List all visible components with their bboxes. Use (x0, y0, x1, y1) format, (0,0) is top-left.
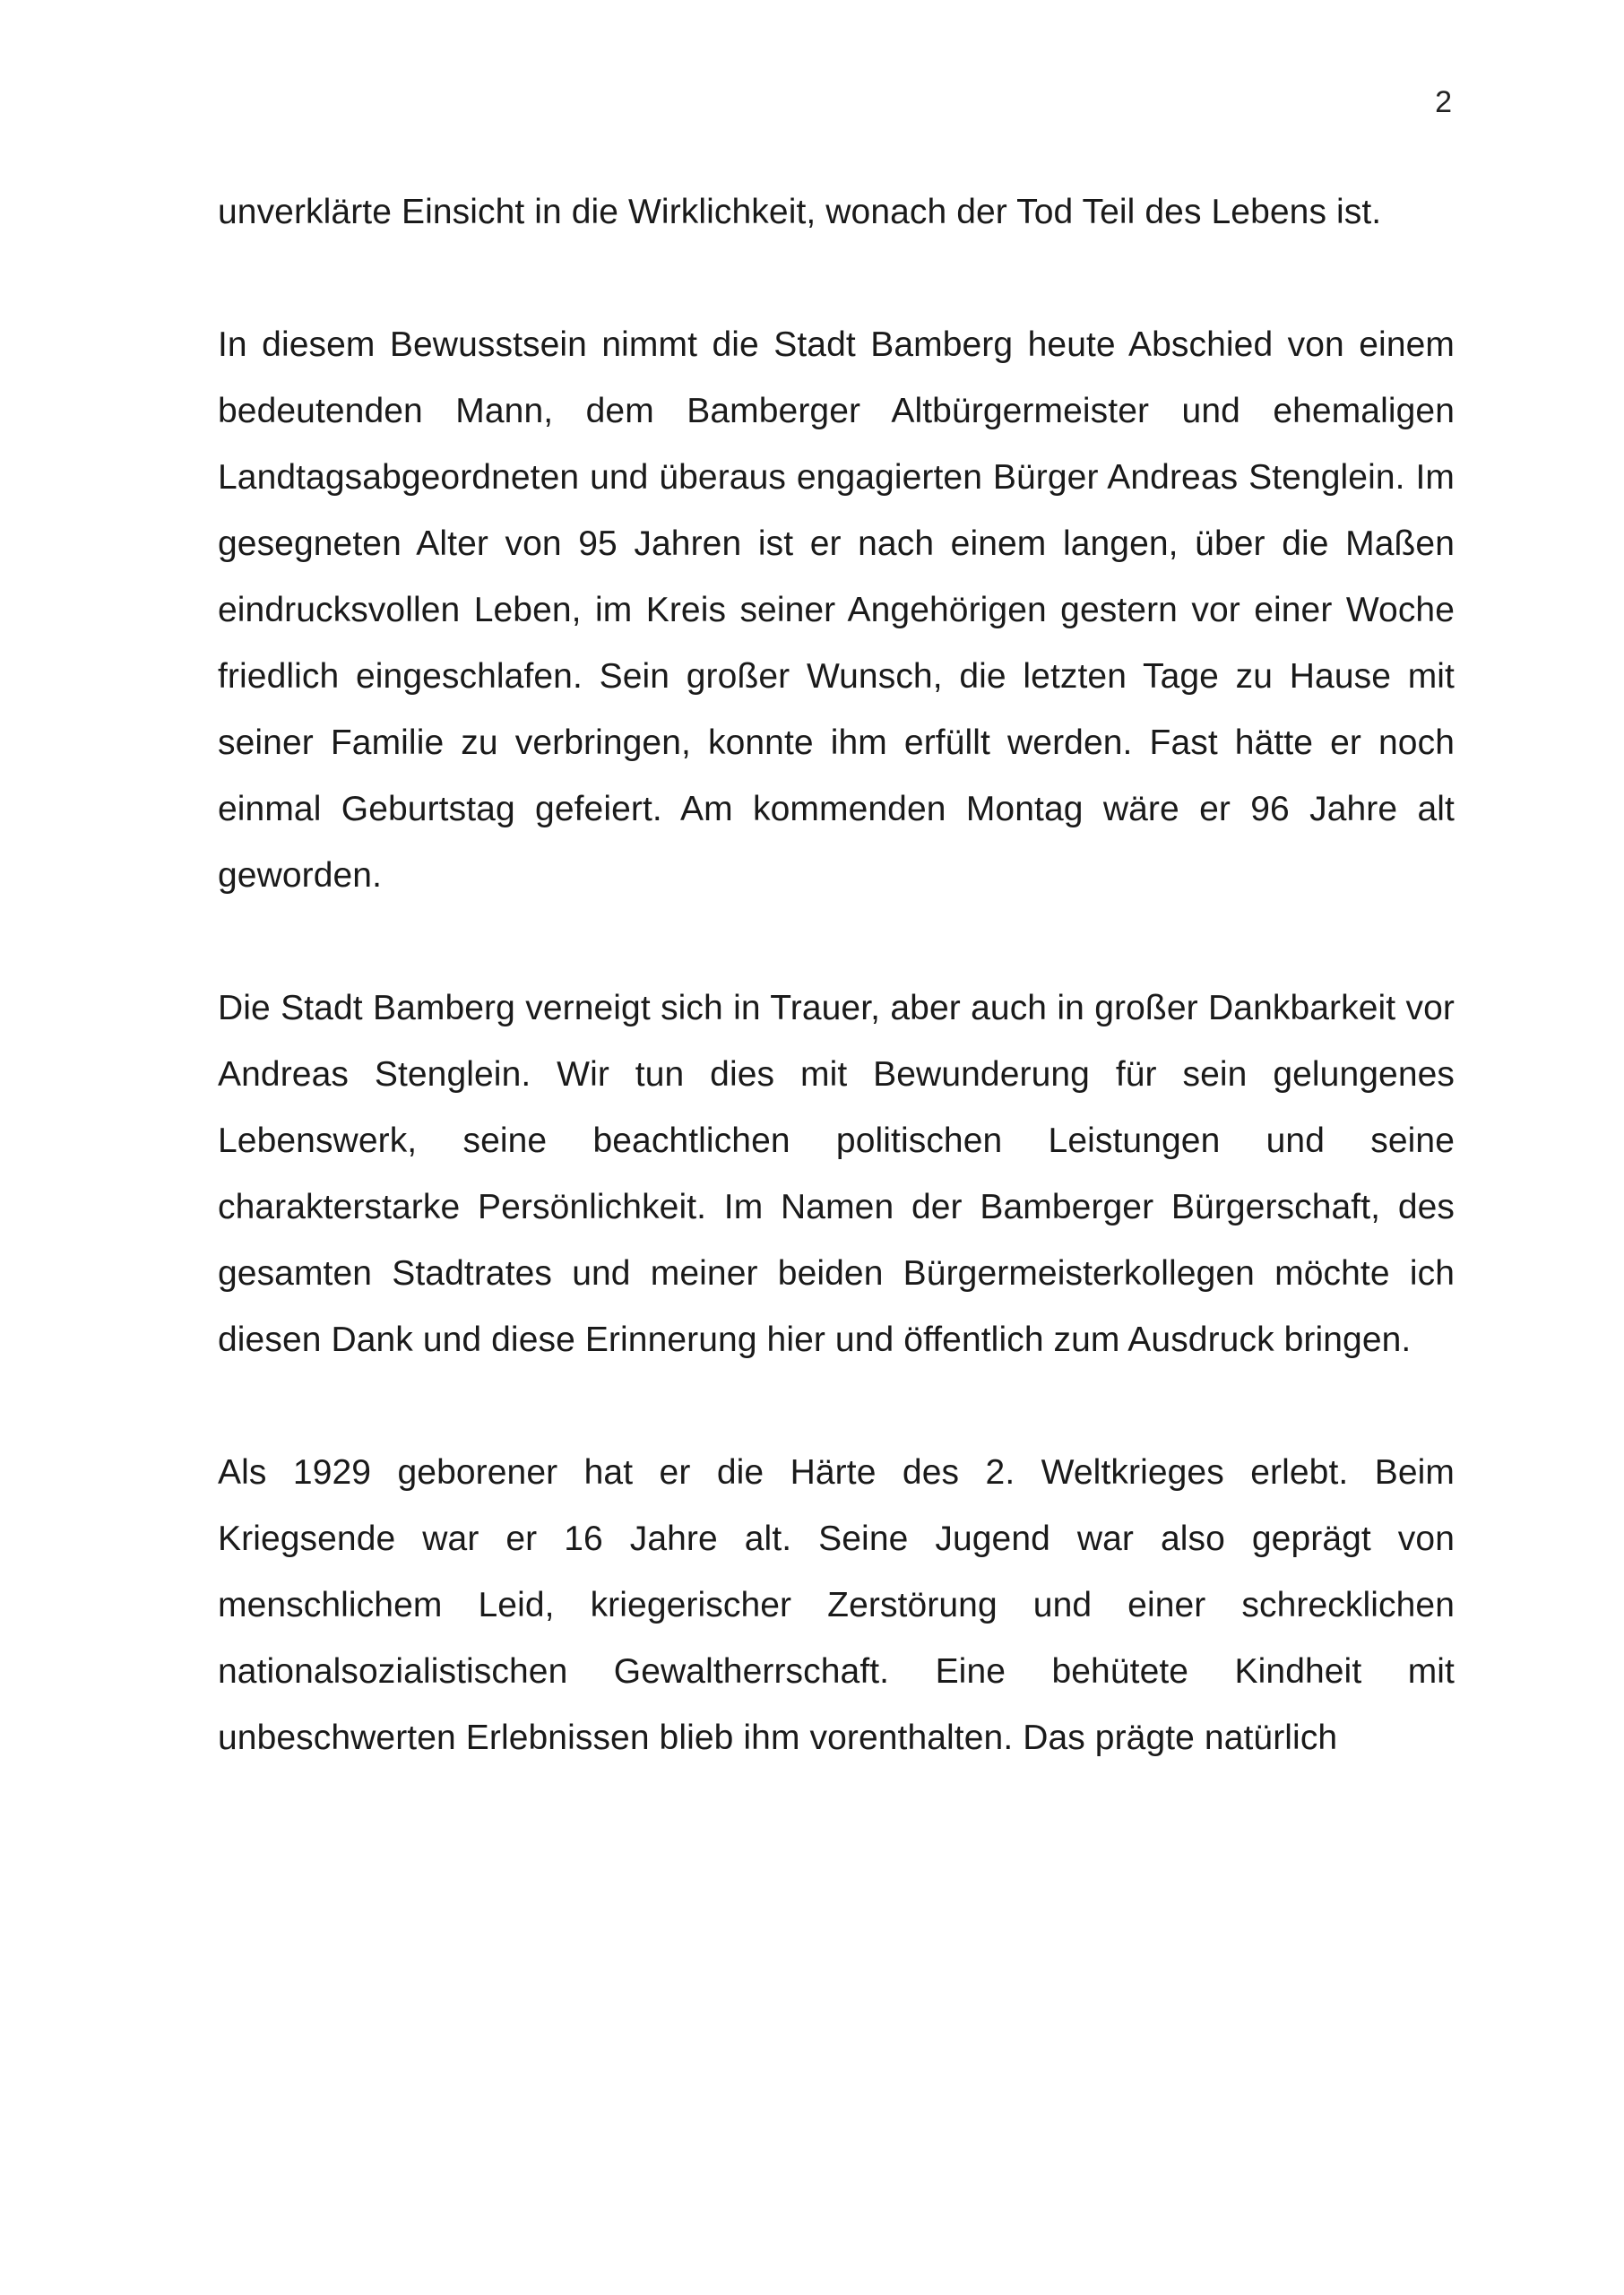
paragraph-3: Die Stadt Bamberg verneigt sich in Trauer, aber auch in großer Dankbarkeit vor Andreas Stenglein. Wir tun dies mit Bewunderung für sein gelungenes Lebenswerk, seine beachtlichen politischen Leistungen und seine charakterstarke Persönlichkeit. Im Namen der Bamberger Bürgerschaft, des gesamten Stadtrates und meiner beiden Bürgermeisterkollegen möchte ich diesen Dank und diese Erinnerung hier und öffentlich zum Ausdruck bringen. (218, 989, 1455, 1359)
paragraph-2: In diesem Bewusstsein nimmt die Stadt Bamberg heute Abschied von einem bedeutenden Mann, dem Bamberger Altbürgermeister und ehemaligen Landtagsabgeordneten und überaus engagierten Bürger Andreas Stenglein. Im gesegneten Alter von 95 Jahren ist er nach einem langen, über die Maßen eindrucksvollen Leben, im Kreis seiner Angehörigen gestern vor einer Woche friedlich eingeschlafen. Sein großer Wunsch, die letzten Tage zu Hause mit seiner Familie zu verbringen, konnte ihm erfüllt werden. Fast hätte er noch einmal Geburtstag gefeiert. Am kommenden Montag wäre er 96 Jahre alt geworden. (218, 325, 1455, 895)
paragraph-4: Als 1929 geborener hat er die Härte des 2. Weltkrieges erlebt. Beim Kriegsende war er 16 Jahre alt. Seine Jugend war also geprägt von menschlichem Leid, kriegerischer Zerstörung und einer schrecklichen nationalsozialistischen Gewaltherrschaft. Eine behütete Kindheit mit unbeschwerten Erlebnissen blieb ihm vorenthalten. Das prägte natürlich (218, 1453, 1455, 1757)
page-number: 2 (1435, 85, 1452, 119)
paragraph-1: unverklärte Einsicht in die Wirklichkeit, wonach der Tod Teil des Lebens ist. (218, 193, 1382, 231)
document-body (218, 179, 1455, 1838)
